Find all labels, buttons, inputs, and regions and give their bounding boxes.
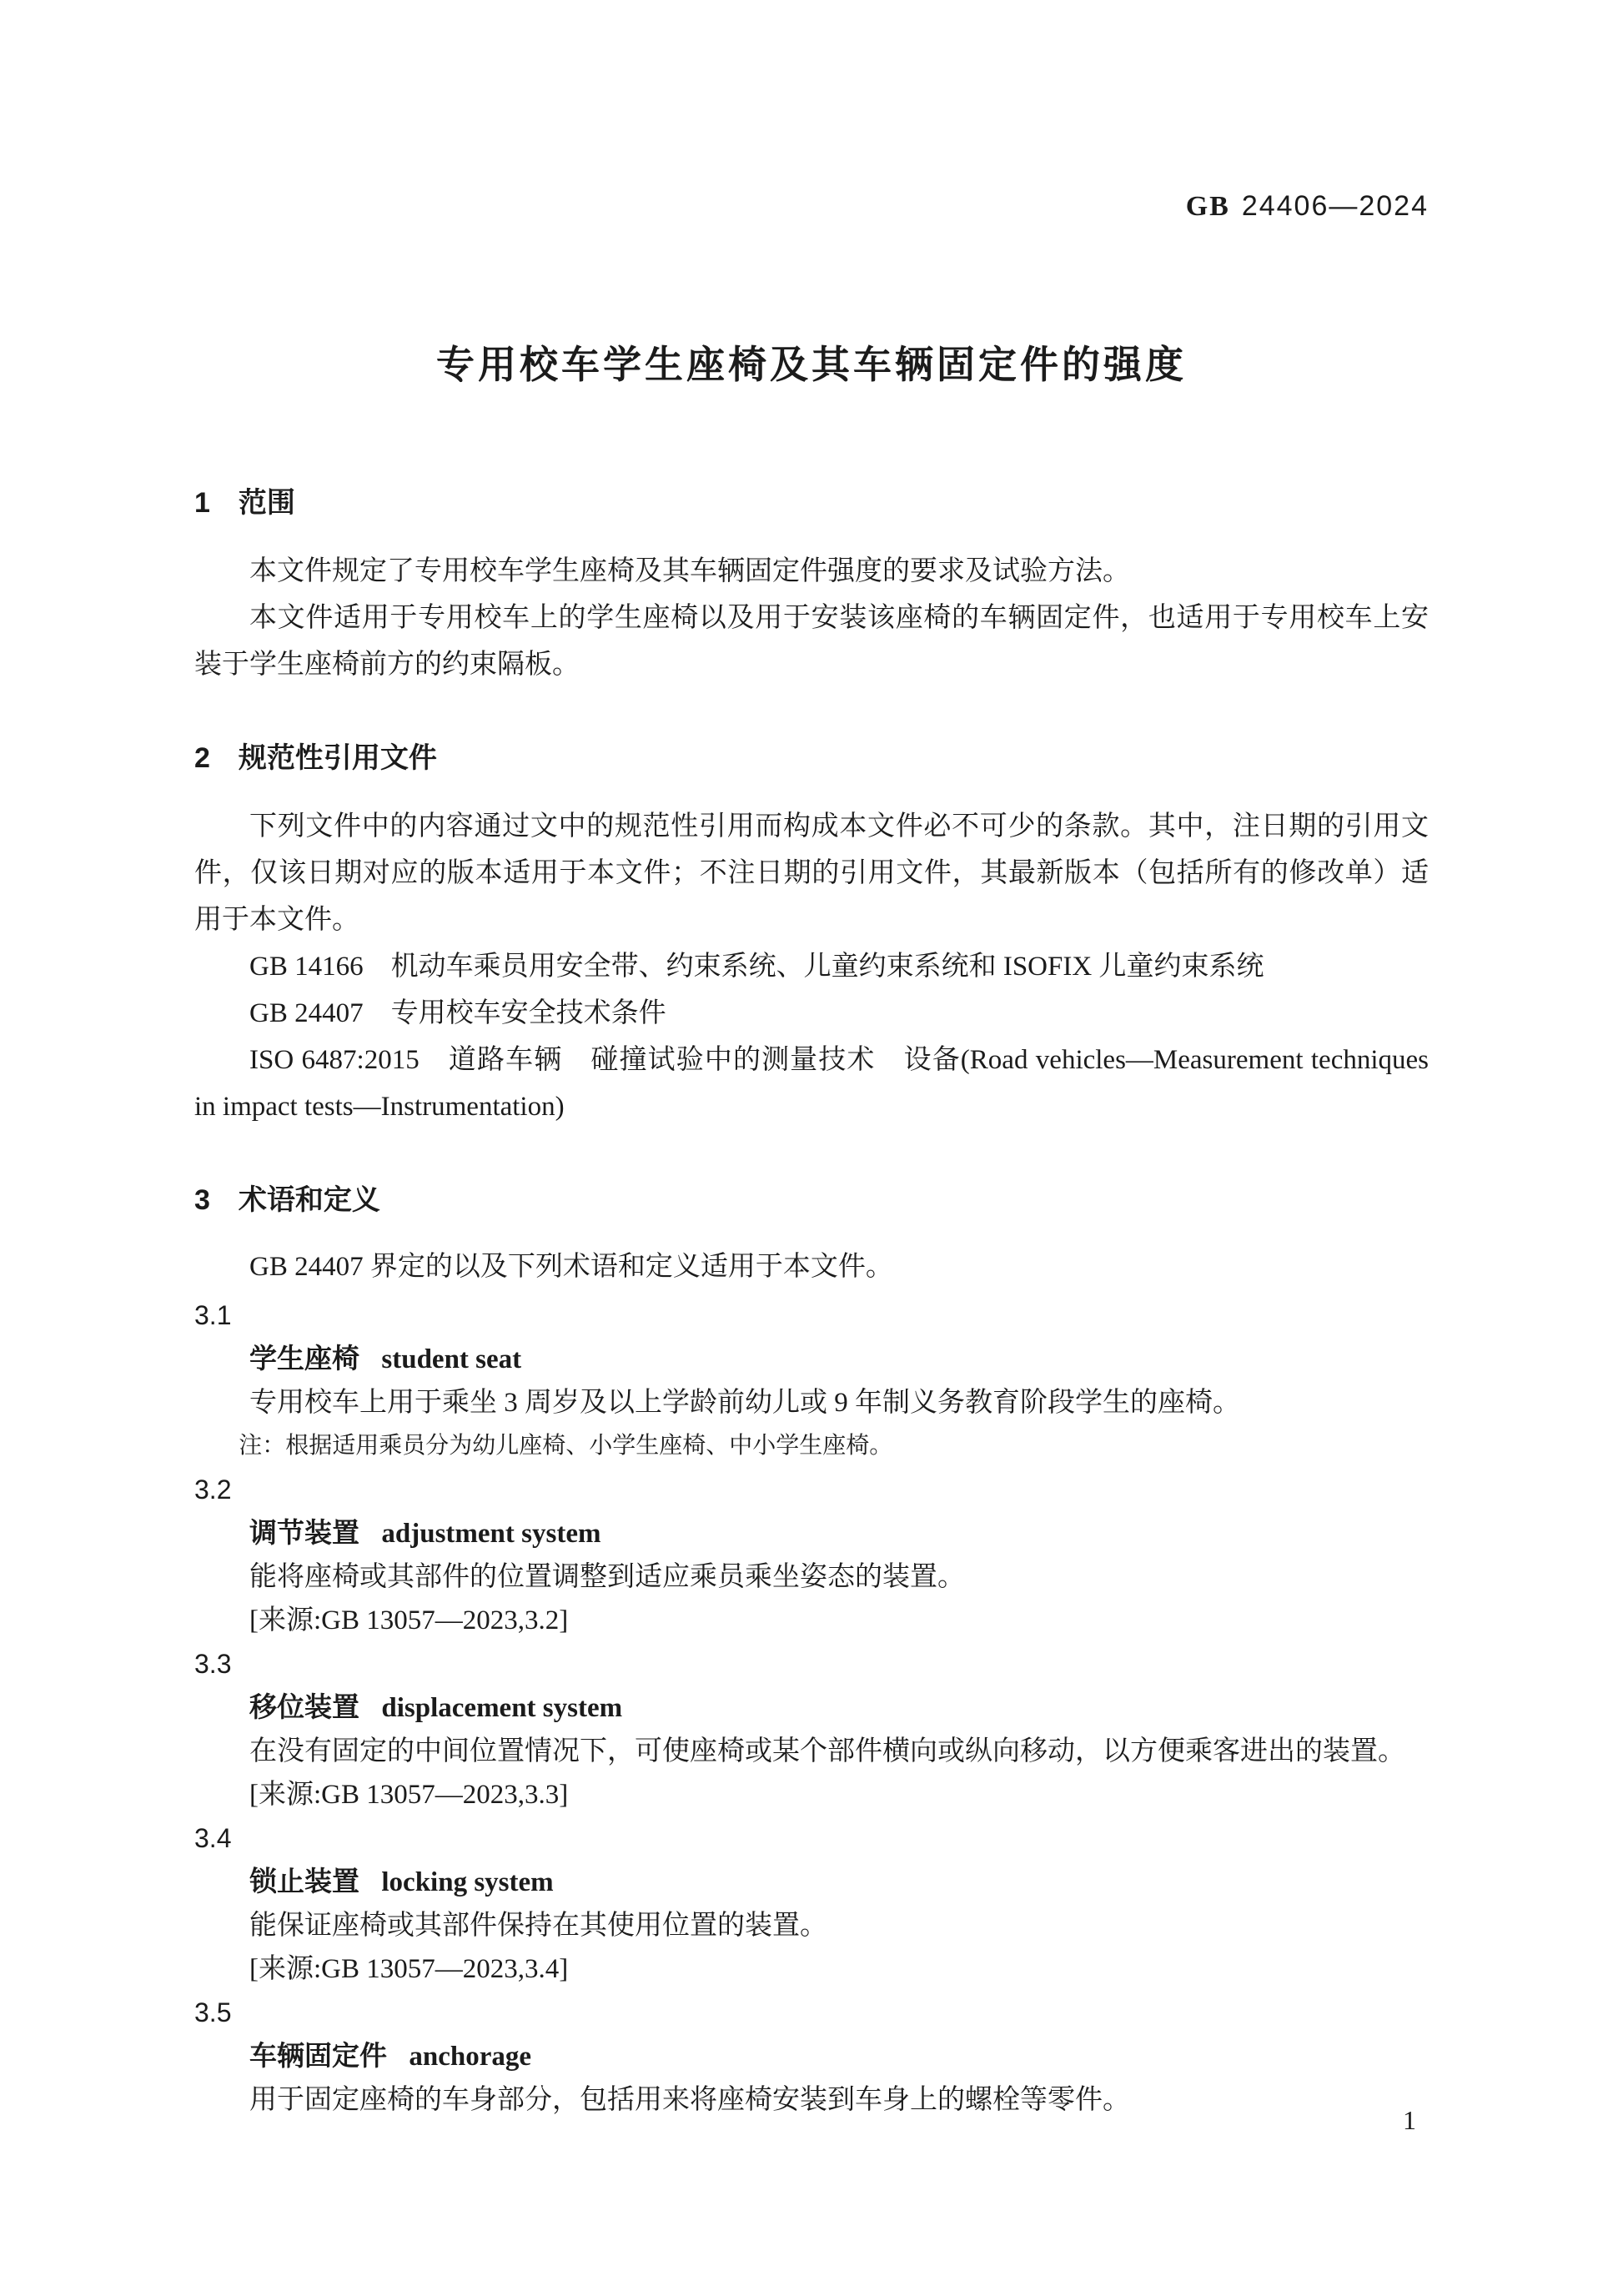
term-zh: 移位装置: [249, 1691, 359, 1722]
term-3-5: [194, 1991, 1429, 2122]
section-number: 2: [194, 742, 210, 774]
term-zh: 学生座椅: [249, 1343, 359, 1374]
term-zh: 锁止装置: [249, 1866, 359, 1897]
clause-number: 3.2: [194, 1475, 232, 1505]
term-source: [来源:GB 13057—2023,3.2]: [249, 1605, 569, 1635]
doc-number-prefix: GB: [1185, 191, 1230, 222]
section-title: 范围: [238, 487, 295, 519]
term-source: [来源:GB 13057—2023,3.4]: [249, 1954, 569, 1984]
term-en: adjustment system: [381, 1519, 601, 1549]
doc-number-value: 24406—2024: [1241, 190, 1429, 222]
term-definition: 用于固定座椅的车身部分，包括用来将座椅安装到车身上的螺栓等零件。: [249, 2085, 1130, 2115]
term-title: [249, 2034, 1429, 2078]
clause-number: 3.4: [194, 1823, 232, 1853]
scope-paragraph-2: 本文件适用于专用校车上的学生座椅以及用于安装该座椅的车辆固定件，也适用于专用校车上安装于学生座椅前方的约束隔板。: [194, 603, 1429, 680]
term-title: [249, 1337, 1429, 1381]
clause-number: 3.5: [194, 1997, 232, 2027]
reference-item: GB 24407 专用校车安全技术条件: [249, 998, 666, 1028]
term-definition: 能保证座椅或其部件保持在其使用位置的装置。: [249, 1911, 827, 1941]
term-en: anchorage: [409, 2042, 532, 2072]
term-definition: 在没有固定的中间位置情况下，可使座椅或某个部件横向或纵向移动，以方便乘客进出的装置。: [249, 1736, 1405, 1766]
term-zh: 车辆固定件: [249, 2040, 387, 2071]
normative-refs-intro: 下列文件中的内容通过文中的规范性引用而构成本文件必不可少的条款。其中，注日期的引用文件，仅该日期对应的版本适用于本文件；不注日期的引用文件，其最新版本（包括所有的修改单）适用于本文件。: [194, 811, 1429, 935]
clause-number: 3.3: [194, 1649, 232, 1679]
term-title: [249, 1686, 1429, 1730]
term-3-1: [194, 1294, 1429, 1468]
term-zh: 调节装置: [249, 1517, 359, 1548]
document-title: 专用校车学生座椅及其车辆固定件的强度: [436, 343, 1187, 386]
section-title: 规范性引用文件: [238, 742, 437, 774]
term-en: locking system: [381, 1867, 554, 1897]
terms-area: [194, 1245, 1429, 2122]
reference-item: ISO 6487:2015 道路车辆 碰撞试验中的测量技术 设备(Road vehicles—Measurement techniques in impact tests—Instrumentation): [194, 1045, 1429, 1122]
term-3-4: [194, 1816, 1429, 1991]
section-number: 3: [194, 1184, 210, 1216]
section-title: 术语和定义: [238, 1184, 380, 1216]
term-en: student seat: [381, 1344, 522, 1374]
term-3-3: [194, 1642, 1429, 1816]
section-number: 1: [194, 487, 210, 519]
term-title: [249, 1860, 1429, 1904]
term-note: 注：根据适用乘员分为幼儿座椅、小学生座椅、中小学生座椅。: [239, 1433, 893, 1459]
term-source: [来源:GB 13057—2023,3.3]: [249, 1780, 569, 1810]
term-definition: 专用校车上用于乘坐 3 周岁及以上学龄前幼儿或 9 年制义务教育阶段学生的座椅。: [249, 1388, 1240, 1418]
section-heading-scope: [194, 485, 1429, 521]
reference-item: GB 14166 机动车乘员用安全带、约束系统、儿童约束系统和 ISOFIX 儿童约束系统: [249, 952, 1264, 982]
term-en: displacement system: [381, 1693, 623, 1723]
scope-paragraph-1: 本文件规定了专用校车学生座椅及其车辆固定件强度的要求及试验方法。: [249, 556, 1130, 586]
term-title: [249, 1511, 1429, 1555]
clause-number: 3.1: [194, 1300, 232, 1330]
term-definition: 能将座椅或其部件的位置调整到适应乘员乘坐姿态的装置。: [249, 1562, 965, 1592]
terms-intro: GB 24407 界定的以及下列术语和定义适用于本文件。: [249, 1252, 893, 1282]
doc-number-header: [194, 190, 1429, 223]
term-3-2: [194, 1468, 1429, 1642]
section-heading-normative-refs: [194, 740, 1429, 776]
section-heading-terms: [194, 1182, 1429, 1218]
page-number: 1: [1403, 2105, 1416, 2135]
